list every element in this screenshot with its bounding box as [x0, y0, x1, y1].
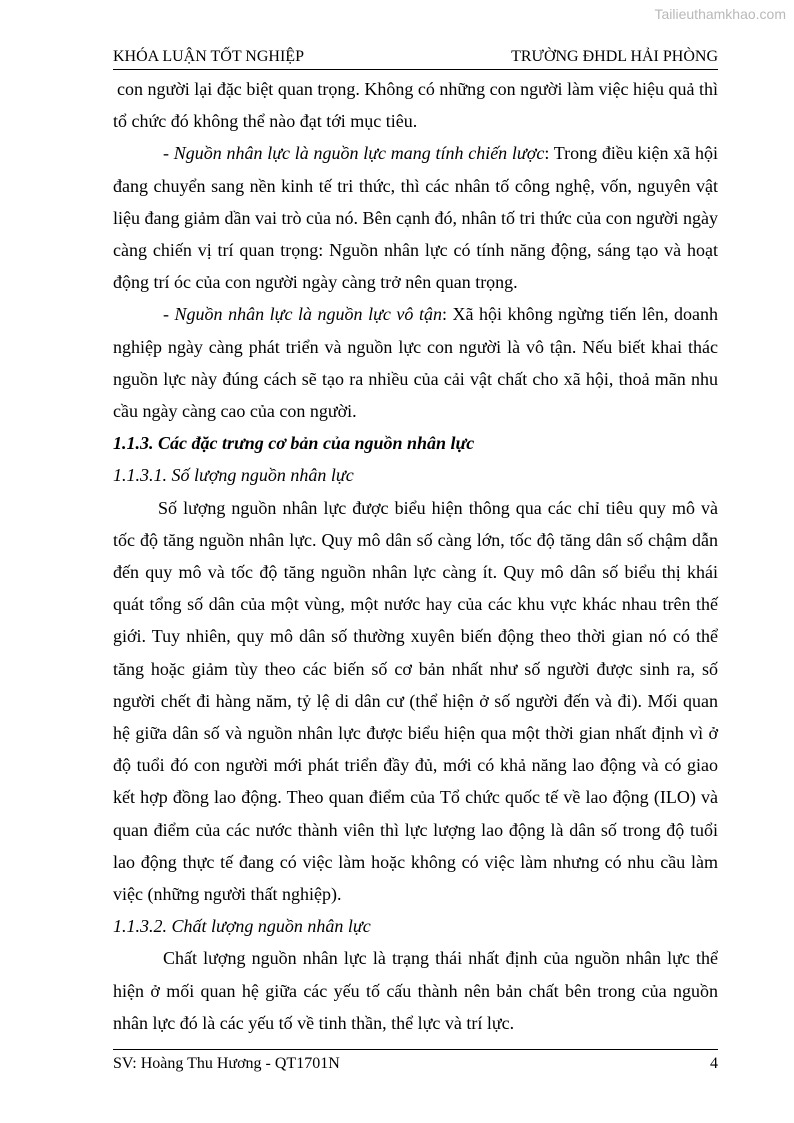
footer-student: SV: Hoàng Thu Hương - QT1701N: [113, 1055, 340, 1072]
header-left: KHÓA LUẬN TỐT NGHIỆP: [113, 48, 304, 65]
paragraph-quality: Chất lượng nguồn nhân lực là trạng thái nhất định của nguồn nhân lực thể hiện ở mối quan hệ giữa các yếu tố cấu thành nên bản chất bên trong của nguồn nhân lực đó là các yếu tố về tinh thần, thể lực và trí lực.: [113, 948, 718, 1033]
paragraph-continuation: con người lại đặc biệt quan trọng. Không có những con người làm việc hiệu quả thì tổ chức đó không thể nào đạt tới mục tiêu.: [113, 79, 718, 132]
footer-divider: [113, 1049, 718, 1050]
paragraph-text: : Trong điều kiện xã hội đang chuyển sang nền kinh tế tri thức, thì các nhân tố công nghệ, vốn, nguyên vật liệu đang giảm dần vai trò của nó. Bên cạnh đó, nhân tố tri thức của con người ngày càng chiến vị trí quan trọng: Nguồn nhân lực có tính năng động, sáng tạo và hoạt động trí óc của con người ngày càng trở nên quan trọng.: [113, 143, 718, 293]
watermark: Tailieuthamkhao.com: [654, 6, 786, 22]
paragraph-strategic-resource: [113, 137, 718, 298]
paragraph-lead-italic: - Nguồn nhân lực là nguồn lực vô tận: [163, 304, 442, 325]
subsection-heading-1-1-3-2: 1.1.3.2. Chất lượng nguồn nhân lực: [113, 916, 371, 937]
page-number: 4: [710, 1055, 718, 1072]
paragraph-text: : Xã hội không ngừng tiến lên, doanh nghiệp ngày càng phát triển và nguồn lực con người là vô tận. Nếu biết khai thác nguồn lực này đúng cách sẽ tạo ra nhiều của cải vật chất cho xã hội, thoả mãn nhu cầu ngày càng cao của con người.: [113, 304, 718, 422]
paragraph-infinite-resource: [113, 298, 718, 427]
subsection-heading-1-1-3-1: 1.1.3.1. Số lượng nguồn nhân lực: [113, 465, 354, 486]
paragraph-quantity: Số lượng nguồn nhân lực được biểu hiện thông qua các chỉ tiêu quy mô và tốc độ tăng nguồn nhân lực. Quy mô dân số càng lớn, tốc độ tăng dân số chậm dẫn đến quy mô và tốc độ tăng nguồn nhân lực càng ít. Quy mô dân số biểu thị khái quát tổng số dân của một vùng, một nước hay của các khu vực khác nhau trên thế giới. Tuy nhiên, quy mô dân số thường xuyên biến động theo thời gian nó có thể tăng hoặc giảm tùy theo các biến số cơ bản nhất như số người được sinh ra, số người chết đi hàng năm, tỷ lệ di dân cư (thể hiện ở số người đến và đi). Mối quan hệ giữa dân số và nguồn nhân lực được biểu hiện qua một thời gian nhất định vì ở độ tuổi đó con người mới phát triển đầy đủ, mới có khả năng lao động và có giao kết hợp đồng lao động. Theo quan điểm của Tổ chức quốc tế về lao động (ILO) và quan điểm của các nước thành viên thì lực lượng lao động là dân số trong độ tuổi lao động thực tế đang có việc làm hoặc không có việc làm nhưng có nhu cầu làm việc (những người thất nghiệp).: [113, 497, 718, 905]
page-header: [113, 47, 718, 67]
header-right: TRƯỜNG ĐHDL HẢI PHÒNG: [511, 48, 718, 65]
page-footer: [113, 1054, 718, 1074]
page-content: [113, 73, 718, 1039]
header-divider: [113, 69, 718, 70]
section-heading-1-1-3: 1.1.3. Các đặc trưng cơ bản của nguồn nhân lực: [113, 433, 475, 454]
paragraph-lead-italic: - Nguồn nhân lực là nguồn lực mang tính chiến lược: [163, 143, 545, 164]
